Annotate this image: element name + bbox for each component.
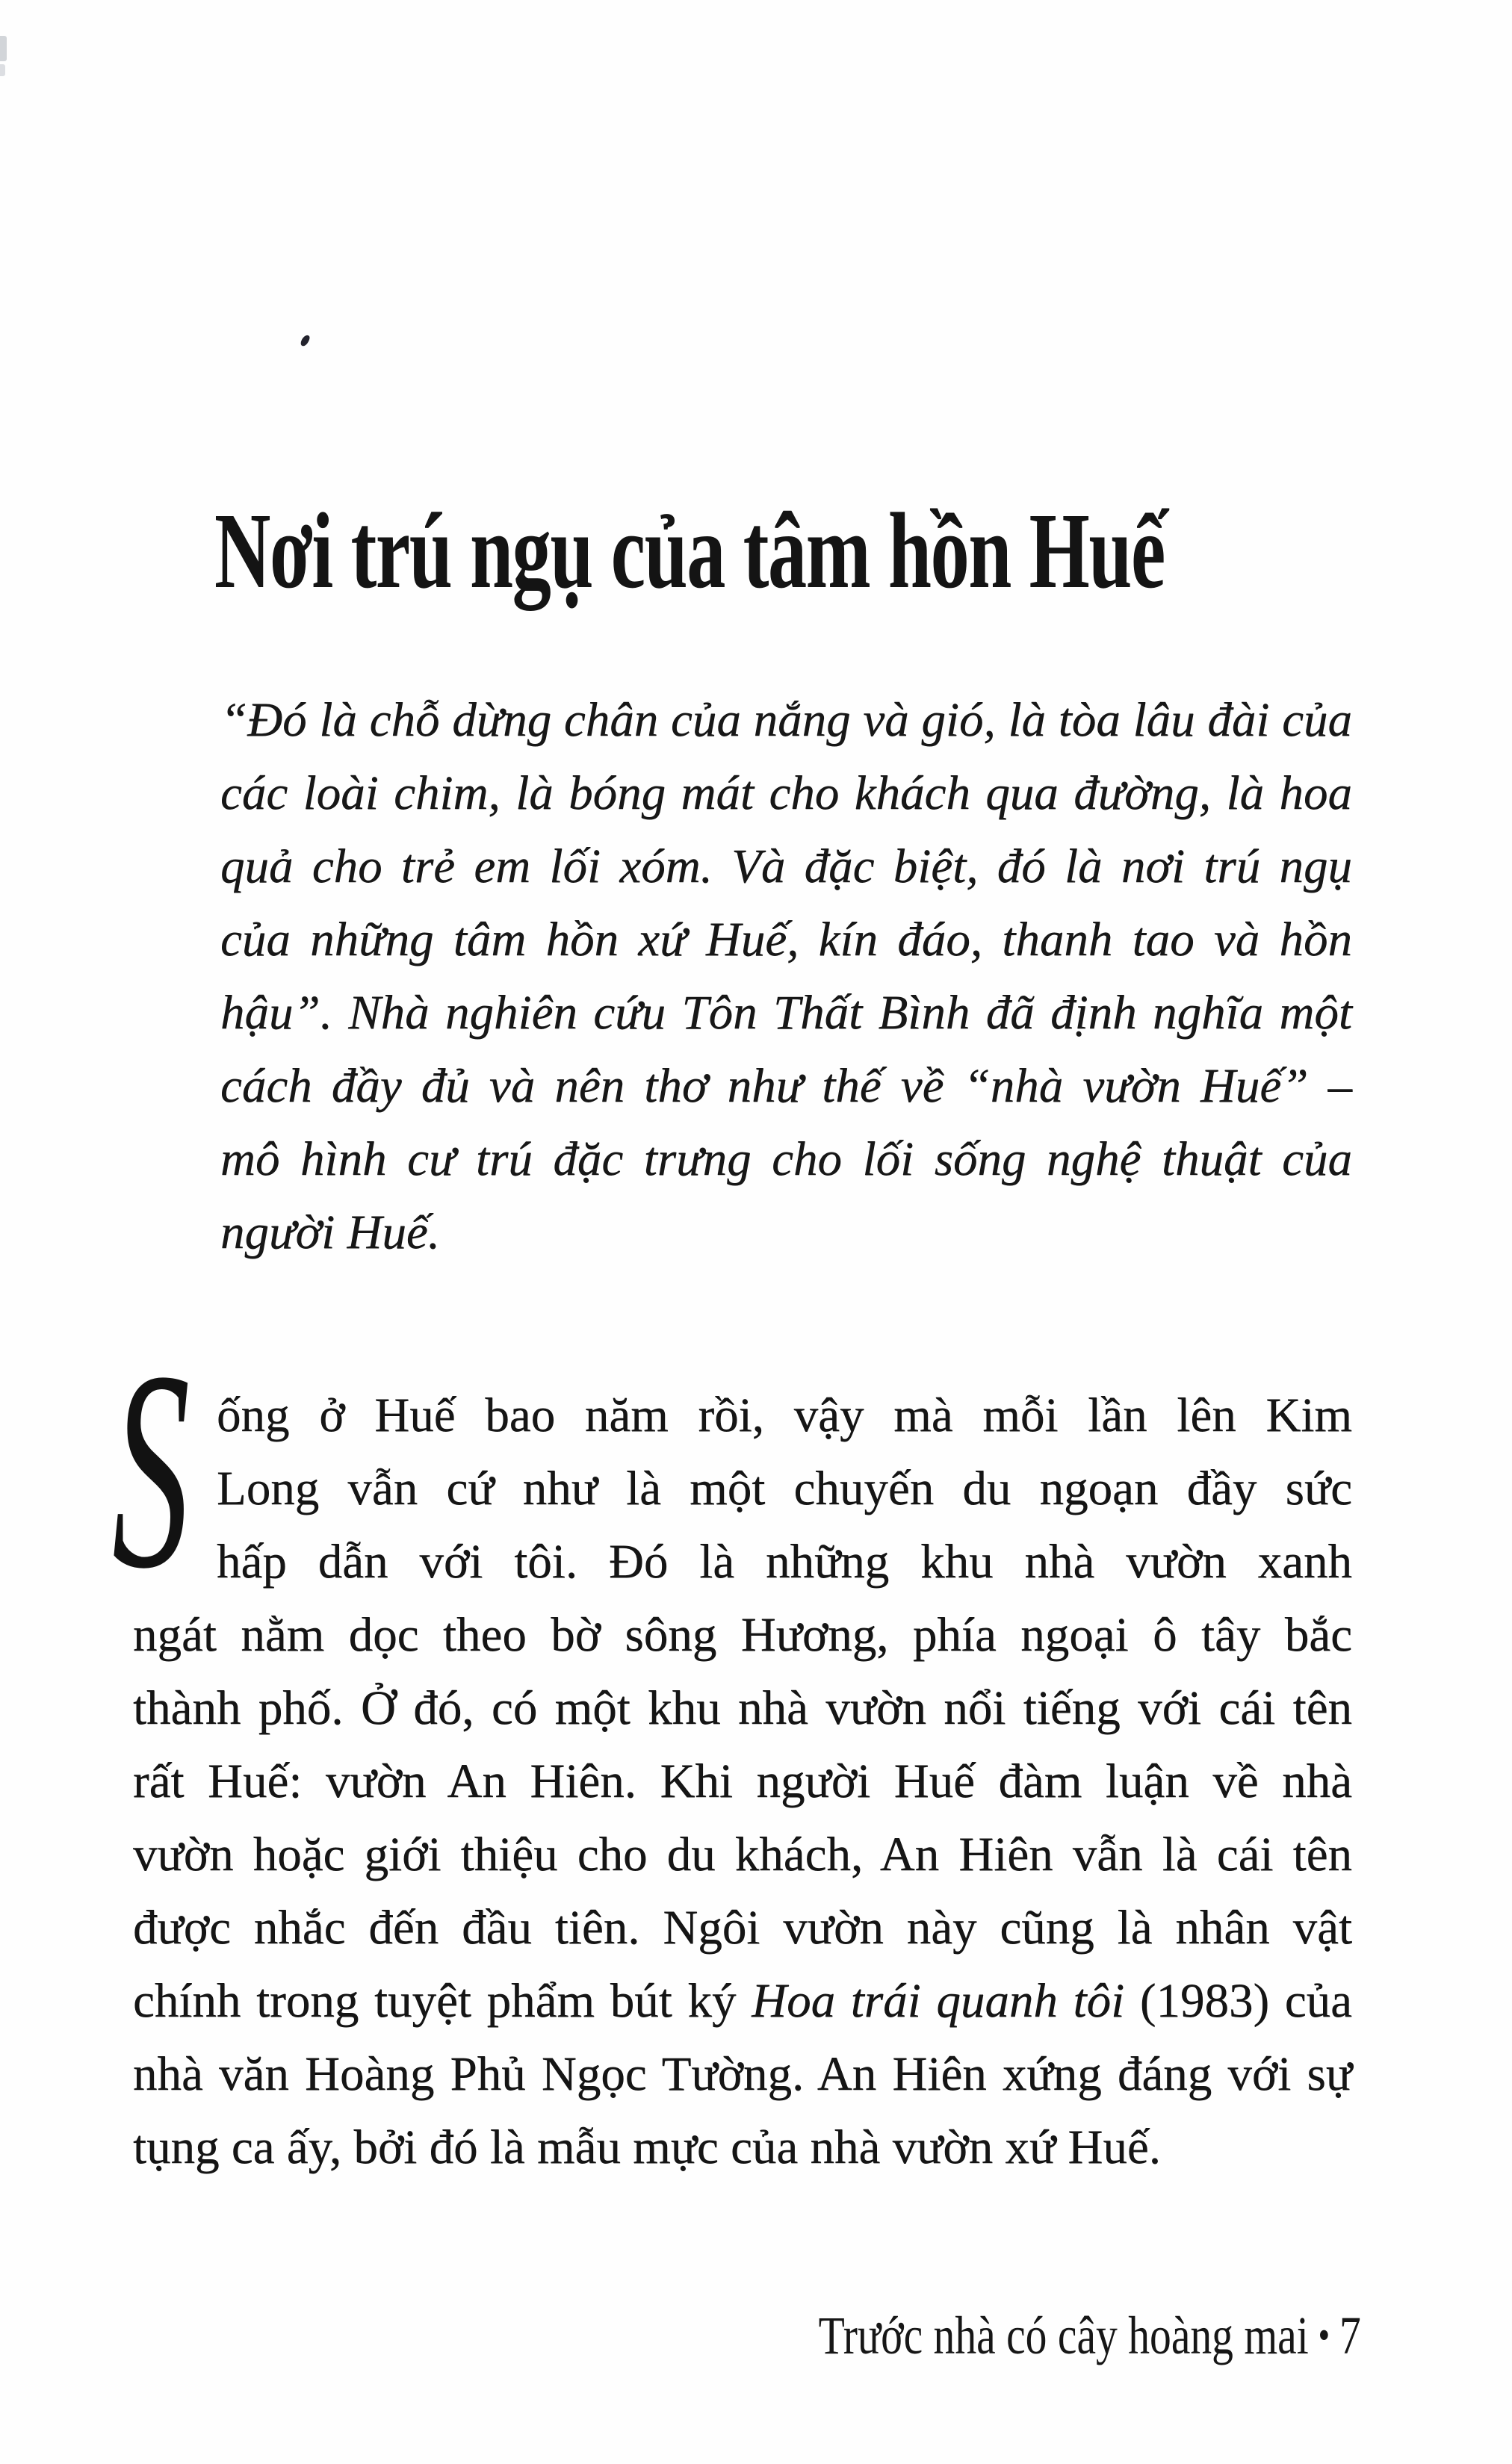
body-line-prefix: chính trong tuyệt phẩm bút ký: [133, 1974, 752, 2028]
body-line: vườn hoặc giới thiệu cho du khách, An Hiên vẫn là cái tên: [133, 1828, 1352, 1881]
body-line: được nhắc đến đầu tiên. Ngôi vườn này cũng là nhân vật: [133, 1901, 1352, 1955]
body-line: rất Huế: vườn An Hiên. Khi người Huế đàm luận về nhà: [133, 1754, 1352, 1808]
body-line-with-book-title: [133, 1964, 1352, 2038]
body-line-suffix: (1983) của: [1124, 1974, 1352, 2028]
epigraph-line: các loài chim, là bóng mát cho khách qua đường, là hoa: [220, 766, 1352, 820]
epigraph-line: “Đó là chỗ dừng chân của nắng và gió, là tòa lâu đài của: [220, 693, 1352, 747]
epigraph-line: người Huế.: [220, 1205, 440, 1259]
epigraph-line: của những tâm hồn xứ Huế, kín đáo, thanh tao và hồn: [220, 913, 1352, 966]
ink-speck-mark: [300, 334, 311, 347]
epigraph-line: hậu”. Nhà nghiên cứu Tôn Thất Bình đã định nghĩa một: [220, 986, 1352, 1040]
footer-book-title: Trước nhà có cây hoàng mai: [818, 2306, 1309, 2365]
chapter-title: Nơi trú ngụ của tâm hồn Huế: [214, 491, 1165, 612]
body-paragraph: [133, 1379, 1352, 2184]
epigraph-quote: [220, 683, 1352, 1269]
epigraph-line: quả cho trẻ em lối xóm. Và đặc biệt, đó là nơi trú ngụ: [220, 840, 1352, 893]
body-line: tụng ca ấy, bởi đó là mẫu mực của nhà vườn xứ Huế.: [133, 2120, 1161, 2174]
scan-edge-smudge: [0, 64, 5, 76]
epigraph-line: mô hình cư trú đặc trưng cho lối sống nghệ thuật của: [220, 1132, 1352, 1186]
cited-work-title: Hoa trái quanh tôi: [752, 1974, 1125, 2028]
body-line: ngát nằm dọc theo bờ sông Hương, phía ngoại ô tây bắc: [133, 1608, 1352, 1662]
scan-edge-smudge: [0, 36, 7, 61]
epigraph-line: cách đầy đủ và nên thơ như thế về “nhà vườn Huế” –: [220, 1059, 1352, 1113]
body-line: ống ở Huế bao năm rồi, vậy mà mỗi lần lên Kim: [217, 1388, 1352, 1442]
body-line: Long vẫn cứ như là một chuyến du ngoạn đầy sức: [217, 1462, 1352, 1515]
body-line: hấp dẫn với tôi. Đó là những khu nhà vườn xanh: [217, 1535, 1352, 1589]
running-footer: [818, 2306, 1361, 2365]
body-line: nhà văn Hoàng Phủ Ngọc Tường. An Hiên xứng đáng với sự: [133, 2047, 1352, 2101]
footer-bullet-separator: •: [1318, 2312, 1330, 2359]
body-line: thành phố. Ở đó, có một khu nhà vườn nổi tiếng với cái tên: [133, 1681, 1352, 1735]
footer-page-number: 7: [1339, 2306, 1361, 2365]
drop-cap-letter: S: [112, 1313, 190, 1627]
